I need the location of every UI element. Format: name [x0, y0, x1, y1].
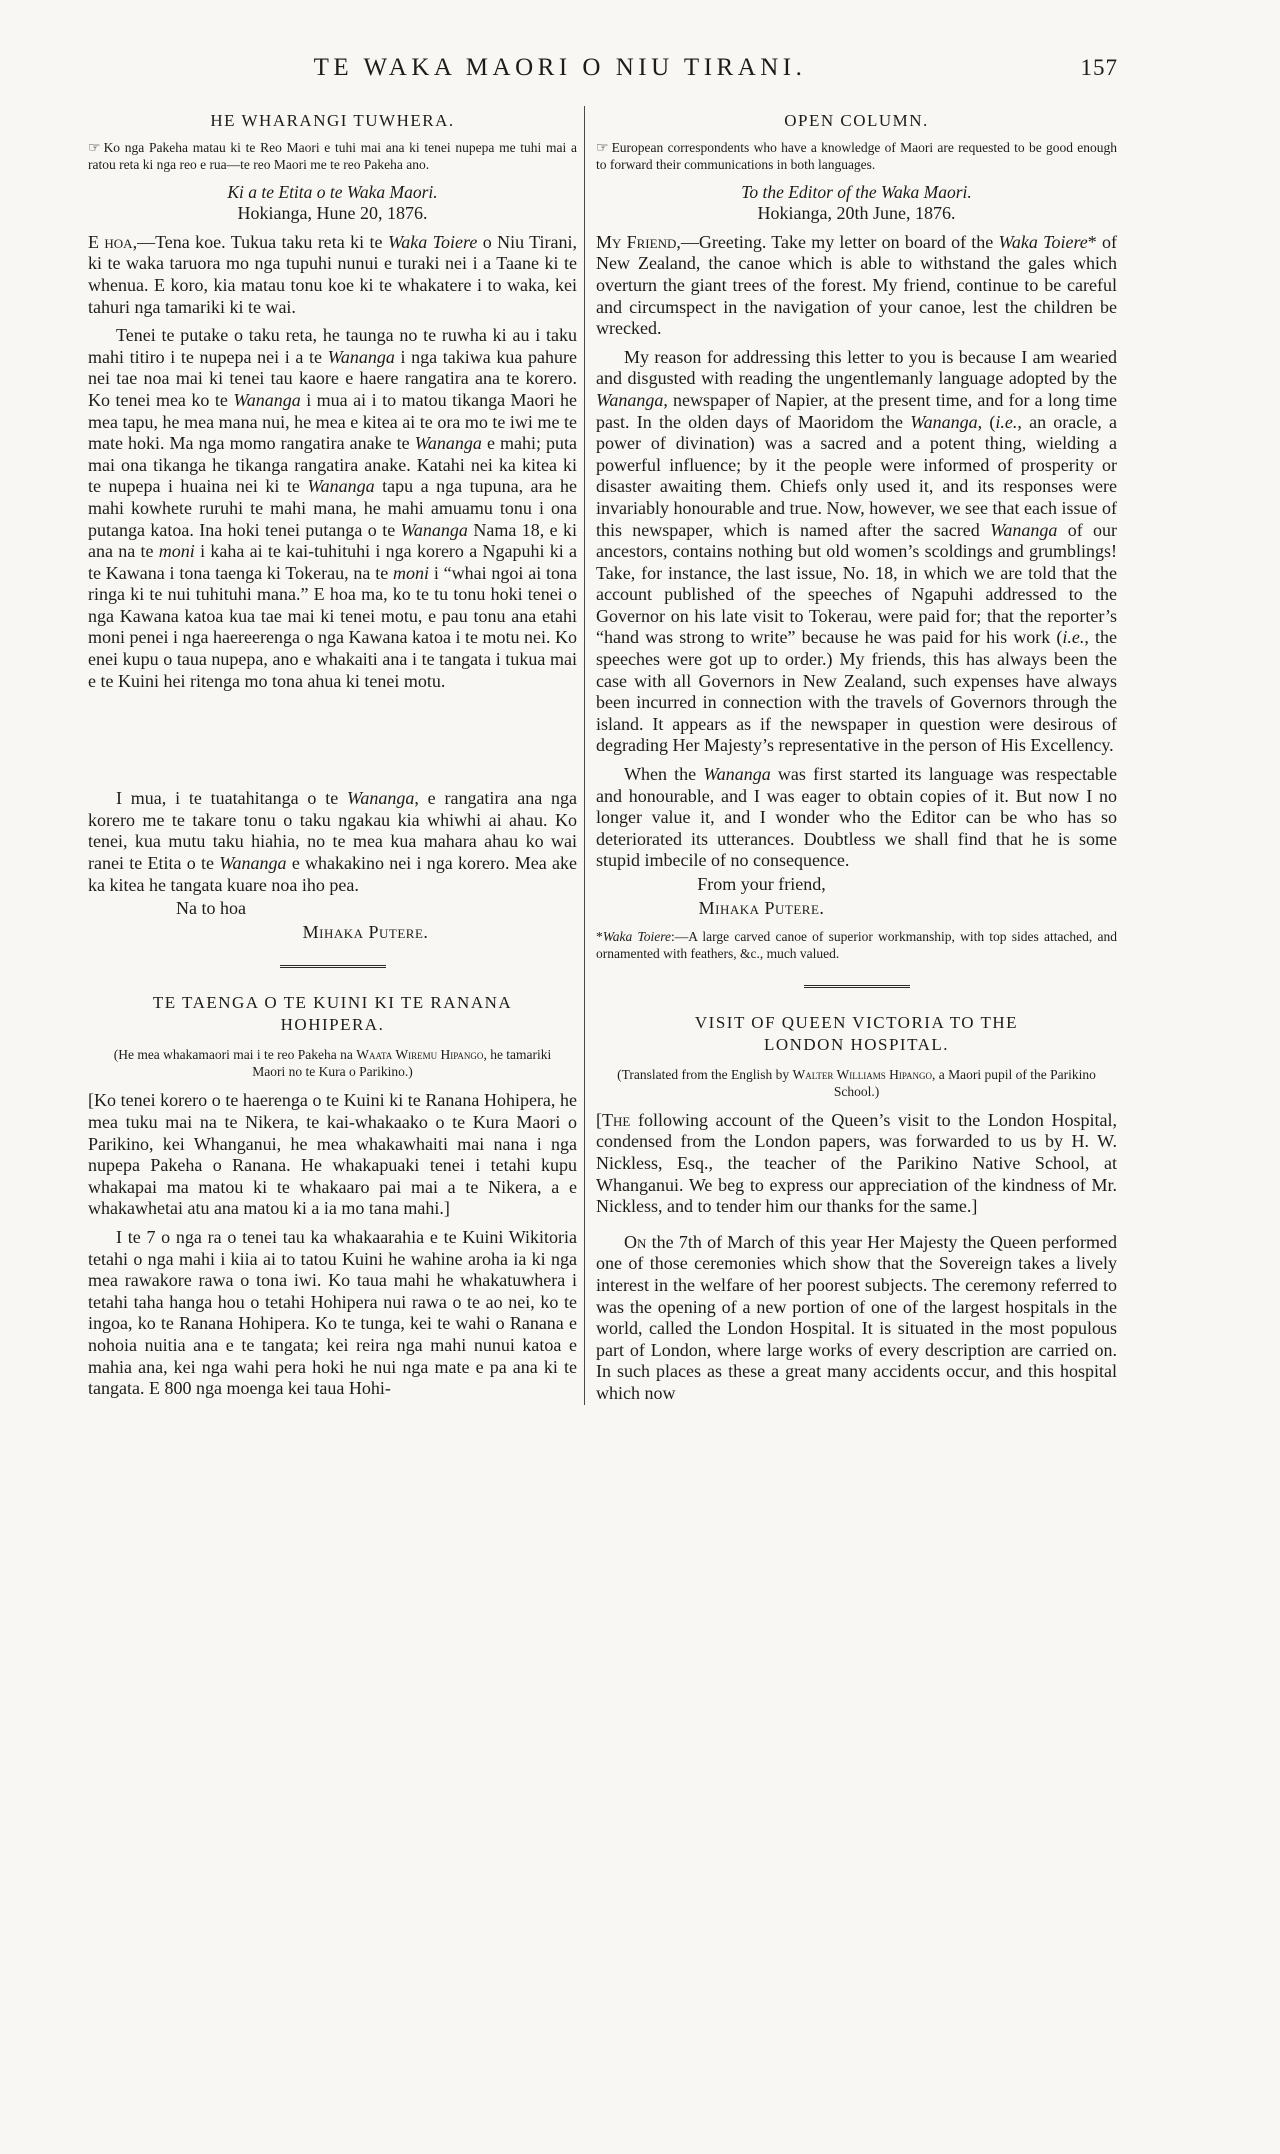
right-language-notice-text: European correspondents who have a knowledge of Maori are requested to be good enough to forward their communications in both languages. — [596, 140, 1117, 172]
right-column — [596, 106, 1117, 1405]
section-divider-rule — [804, 985, 910, 988]
newspaper-title: TE WAKA MAORI O NIU TIRANI. — [313, 54, 807, 81]
right-article-heading: VISIT OF QUEEN VICTORIA TO THE LONDON HOSPITAL. — [694, 1012, 1019, 1054]
left-column — [88, 106, 577, 1405]
right-article-paragraph-2: On the 7th of March of this year Her Majesty the Queen performed one of those ceremonies which show that the Sovereign takes a lively interest in the welfare of her poorest subjects. The ceremony referred to was the opening of a new portion of one of the largest hospitals in the world, called the London Hospital. It is situated in the most populous part of London, where large works of every description are carried on. In such places as these a great many accidents occur, and this hospital which now — [596, 1231, 1117, 1403]
section-divider-rule — [280, 965, 386, 968]
pointing-hand-icon: ☞ — [88, 140, 101, 156]
left-article-heading: TE TAENGA O TE KUINI KI TE RANANA HOHIPERA. — [152, 993, 513, 1035]
left-letter-paragraph-2: Tenei te putake o taku reta, he taunga no te ruwha ki au i taku mahi titiro i te nupepa nei i a te Wananga i nga takiwa kua pahure nei tae noa mai ki tenei tau kaore e haere rangatira ana te korero. Ko tenei mea ko te Wananga i mua ai i to matou tikanga Maori he mea tapu, he mea mana nui, he mea e kitea ai te ora mo te iwi me te mate hoki. Ma nga momo rangatira anake te Wananga e mahi; puta mai ona tikanga he tikanga rangatira anake. Katahi nei ka kitea ki te nupepa i huaina nei ki te Wananga tapu a nga tupuna, ara he mahi kowhete ruruhi te mahi mana, he mahi amuamu tonu i ona putanga katoa. Ina hoki tenei putanga o te Wananga Nama 18, e ki ana na te moni i kaha ai te kai-tuhituhi i nga korero a Ngapuhi ki a te Kawana i tona taenga ki Tokerau, na te moni i “whai ngoi ai tona ringa ki te nui tuhituhi mana.” E hoa ma, ko te tu tonu hoki tenei o nga Kawana katoa kua tae mai ki tenei motu, e pau tonu ana etahi moni penei i nga haereerenga o nga Kawana katoa i te motu nei. Ko enei kupu o taua nupepa, ano e whakaiti ana i te tangata i tukua mai e te Kuini hei ritenga mo tona ahua ki tenei motu. — [88, 325, 578, 691]
left-letter-signature: Mihaka Putere. — [302, 921, 429, 942]
right-letter-signature: Mihaka Putere. — [698, 897, 825, 918]
text-columns — [88, 106, 1118, 1405]
right-letter-paragraph-2: My reason for addressing this letter to you is because I am wearied and disgusted with reading the ungentlemanly language adopted by the Wananga, newspaper of Napier, at the present time, and for a long time past. In the olden days of Maoridom the Wananga, (i.e., an oracle, a power of divination) was a sacred and a potent thing, wielding a powerful influence; by it the people were informed of prosperity or disaster awaiting them. Chiefs only used it, and its responses were invariably honourable and true. Now, however, we see that each issue of this newspaper, which is named after the sacred Wananga of our ancestors, contains nothing but old women’s scoldings and grumblings! Take, for instance, the last issue, No. 18, in which we are told that the account published of the speeches of Ngapuhi addressed to the Governor on his late visit to Tokerau, were paid for; that the reporter’s “hand was strong to write” because he was paid for his work (i.e., the speeches were got up to order.) My friends, this has always been the case with all Governors in New Zealand, such expenses have always been incurred in connection with the travels of Governors through the island. It appears as if the newspaper in question were desirous of degrading Her Majesty’s representative in the person of His Excellency. — [596, 346, 1117, 756]
right-letter-dateline: Hokianga, 20th June, 1876. — [757, 203, 956, 224]
page-number: 157 — [1080, 55, 1118, 80]
left-language-notice-text: Ko nga Pakeha matau ki te Reo Maori e tuhi mai ana ki tenei nupepa me tuhi mai a ratou reta ki nga reo e rua—te reo Maori me te reo Pakeha ano. — [88, 140, 577, 172]
left-letter-addressee: Ki a te Etita o te Waka Maori. — [227, 181, 438, 202]
right-section-heading: OPEN COLUMN. — [784, 111, 929, 130]
column-divider-rule — [584, 106, 585, 1405]
right-letter-addressee: To the Editor of the Waka Maori. — [741, 181, 972, 202]
left-article-paragraph-1: [Ko tenei korero o te haerenga o te Kuini ki te Ranana Hohipera, he mea tuku mai na te Nikera, te kai-whakaako o te Kura Maori o Parikino, kei Whanganui, he mea whakawhaiti mai nana i nga nupepa Pakeha o Ranana. He whakapuaki tenei i tetahi kupu whakapai ma matou ki te whakaaro pai mai a te Nikera, a e whakawhetai atu ana matou ki a ia mo tana mahi.] — [88, 1090, 577, 1219]
waka-toiere-footnote: *Waka Toiere:—A large carved canoe of superior workmanship, with top sides attached, and ornamented with feathers, &c., much valued. — [596, 929, 1117, 961]
right-letter-paragraph-1: My Friend,—Greeting. Take my letter on board of the Waka Toiere* of New Zealand, the canoe which is able to withstand the gales which overturn the giant trees of the forest. My friend, continue to be careful and circumspect in the navigation of your canoe, lest the children be wrecked. — [596, 231, 1118, 339]
masthead — [88, 54, 1118, 90]
right-article-paragraph-1: [The following account of the Queen’s visit to the London Hospital, condensed from the London papers, was forwarded to us by H. W. Nickless, Esq., the teacher of the Parikino Native School, at Whanganui. We beg to express our appreciation of the kindness of Mr. Nickless, and to tender him our thanks for the same.] — [596, 1109, 1117, 1217]
right-letter-valediction: From your friend, — [697, 874, 826, 894]
left-letter-dateline: Hokianga, Hune 20, 1876. — [237, 203, 428, 224]
left-language-notice — [88, 140, 577, 174]
left-article-attribution: (He mea whakamaori mai i te reo Pakeha na Waata Wiremu Hipango, he tamariki Maori no te Kura o Parikino.) — [113, 1047, 552, 1080]
left-letter-paragraph-1: E hoa,—Tena koe. Tukua taku reta ki te Waka Toiere o Niu Tirani, ki te waka taruora mo nga tupuhi nunui e turaki nei i a Taane ki te whenua. E koro, kia matau tonu koe ki te whakatere i to waka, kei tahuri nga tamariki ki te wai. — [88, 231, 577, 317]
right-article-attribution: (Translated from the English by Walter Williams Hipango, a Maori pupil of the Parikino School.) — [617, 1066, 1096, 1099]
right-letter-paragraph-3: When the Wananga was first started its language was respectable and honourable, and I was eager to obtain copies of it. But now I no longer value it, and I wonder who the Editor can be who has so deteriorated its utterances. Doubtless we shall find that he is some stupid imbecile of no consequence. — [596, 764, 1118, 871]
pointing-hand-icon: ☞ — [596, 140, 609, 156]
left-letter-paragraph-3: I mua, i te tuatahitanga o te Wananga, e rangatira ana nga korero me te takare tonu o taku ngakau kia whiwhi ai ahau. Ko tenei, kua mutu taku hiahia, no te mea kua mahara ahau ko wai ranei te Etita o te Wananga e whakakino nei i nga korero. Mea ake ka kitea he tangata kuare noa iho pea. — [88, 788, 577, 895]
right-language-notice — [596, 140, 1117, 174]
left-letter-valediction: Na to hoa — [176, 898, 246, 919]
left-section-heading: HE WHARANGI TUWHERA. — [210, 111, 455, 130]
left-article-paragraph-2: I te 7 o nga ra o tenei tau ka whakaarahia e te Kuini Wikitoria tetahi o nga mahi i kiia ai to tatou Kuini he wahine aroha ia ki nga mea rawakore rawa o tona iwi. Ko taua mahi he whakatuwhera i tetahi taha hanga hou o tetahi Hohipera nui rawa o te ao nei, ko te ingoa, ko te Ranana Hohipera. Ko te tunga, kei te wahi o Ranana e nohoia nuitia ana e te tangata; kei reira nga mahi nunui katoa e mahia ana, kei nga wahi pera hoki he nui nga mate e pa ana ki te tangata. E 800 nga moenga kei taua Hohi- — [88, 1226, 577, 1399]
